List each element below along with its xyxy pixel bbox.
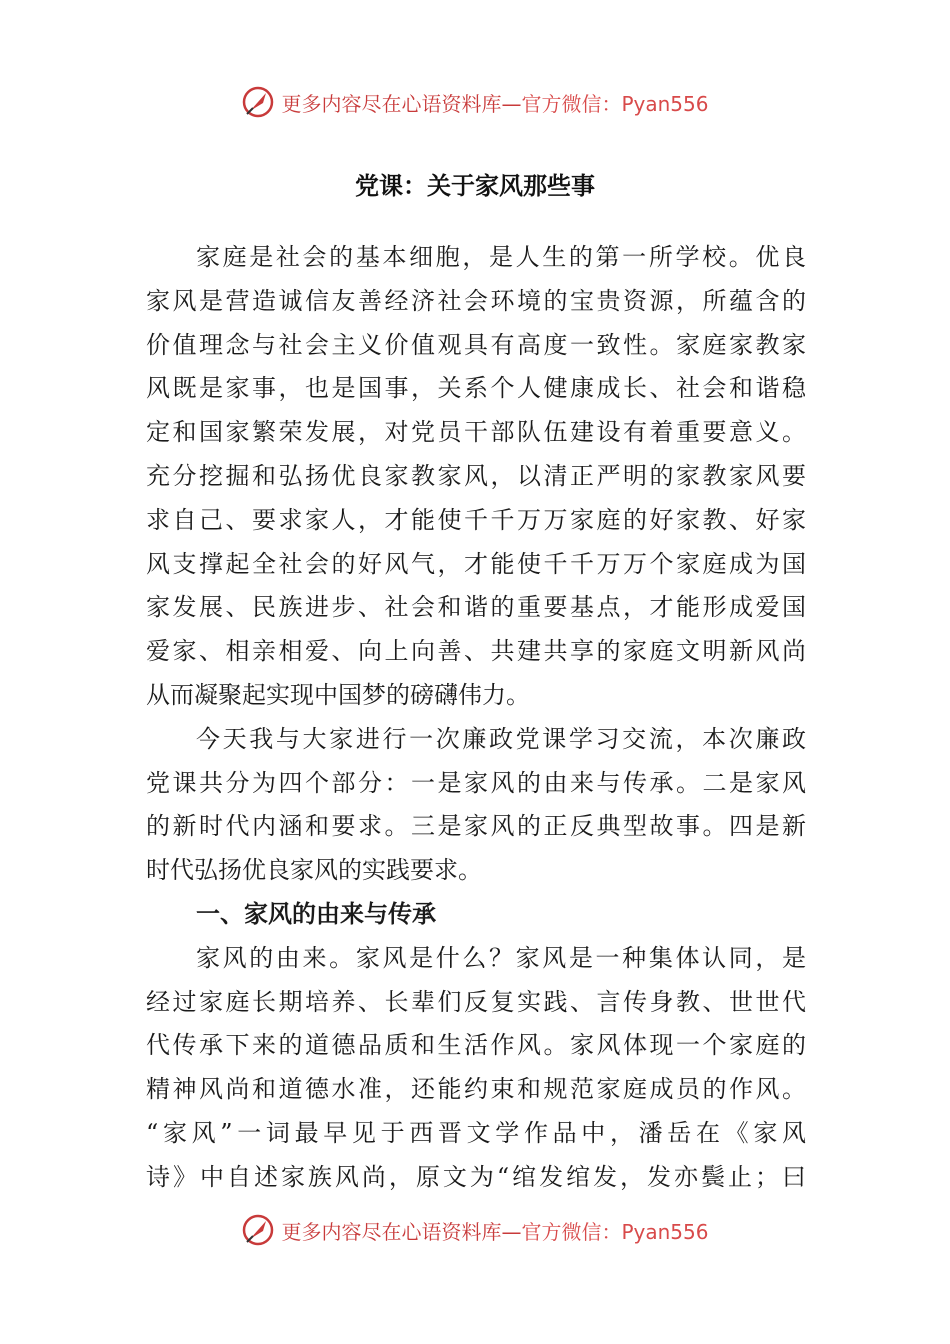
watermark-text: 更多内容尽在心语资料库—官方微信：Pyan556	[281, 1219, 709, 1244]
watermark-text: 更多内容尽在心语资料库—官方微信：Pyan556	[281, 91, 709, 116]
text-line: 风支撑起全社会的好风气，才能使千千万万个家庭成为国	[146, 549, 806, 578]
text-line: 价值理念与社会主义价值观具有高度一致性。家庭家教家	[146, 330, 806, 359]
text-line: 定和国家繁荣发展，对党员干部队伍建设有着重要意义。	[146, 418, 806, 447]
text-line: 家发展、民族进步、社会和谐的重要基点，才能形成爱国	[146, 593, 806, 622]
quill-logo-icon	[241, 85, 275, 119]
text-line: 爱家、相亲相爱、向上向善、共建共享的家庭文明新风尚	[146, 637, 806, 666]
watermark-banner-bottom	[0, 1210, 950, 1250]
text-line: 代传承下来的道德品质和生活作风。家风体现一个家庭的	[146, 1031, 806, 1060]
text-line: 经过家庭长期培养、长辈们反复实践、言传身教、世世代	[146, 987, 806, 1016]
watermark-banner-top	[0, 82, 950, 122]
text-line: 家风的由来。家风是什么？家风是一种集体认同，是	[196, 943, 806, 972]
quill-logo-icon	[241, 1213, 275, 1247]
page-title: 党课：关于家风那些事	[355, 172, 595, 200]
text-line: 求自己、要求家人，才能使千千万万家庭的好家教、好家	[146, 505, 806, 534]
text-line: “家风”一词最早见于西晋文学作品中，潘岳在《家风	[146, 1118, 806, 1147]
text-line: 时代弘扬优良家风的实践要求。	[146, 856, 482, 885]
text-line: 今天我与大家进行一次廉政党课学习交流，本次廉政	[196, 724, 806, 753]
text-line: 家庭是社会的基本细胞，是人生的第一所学校。优良	[196, 243, 806, 271]
section-heading: 一、家风的由来与传承	[196, 899, 436, 928]
text-line: 家风是营造诚信友善经济社会环境的宝贵资源，所蕴含的	[146, 286, 806, 315]
text-line: 党课共分为四个部分：一是家风的由来与传承。二是家风	[146, 768, 806, 797]
text-line: 充分挖掘和弘扬优良家教家风，以清正严明的家教家风要	[146, 461, 806, 490]
text-line: 诗》中自述家族风尚，原文为“绾发绾发，发亦鬓止；曰	[146, 1162, 806, 1191]
text-line: 从而凝聚起实现中国梦的磅礴伟力。	[146, 680, 530, 709]
text-line: 风既是家事，也是国事，关系个人健康成长、社会和谐稳	[146, 374, 806, 403]
text-line: 精神风尚和道德水准，还能约束和规范家庭成员的作风。	[146, 1075, 806, 1104]
document-body	[146, 236, 806, 1200]
text-line: 的新时代内涵和要求。三是家风的正反典型故事。四是新	[146, 812, 806, 841]
